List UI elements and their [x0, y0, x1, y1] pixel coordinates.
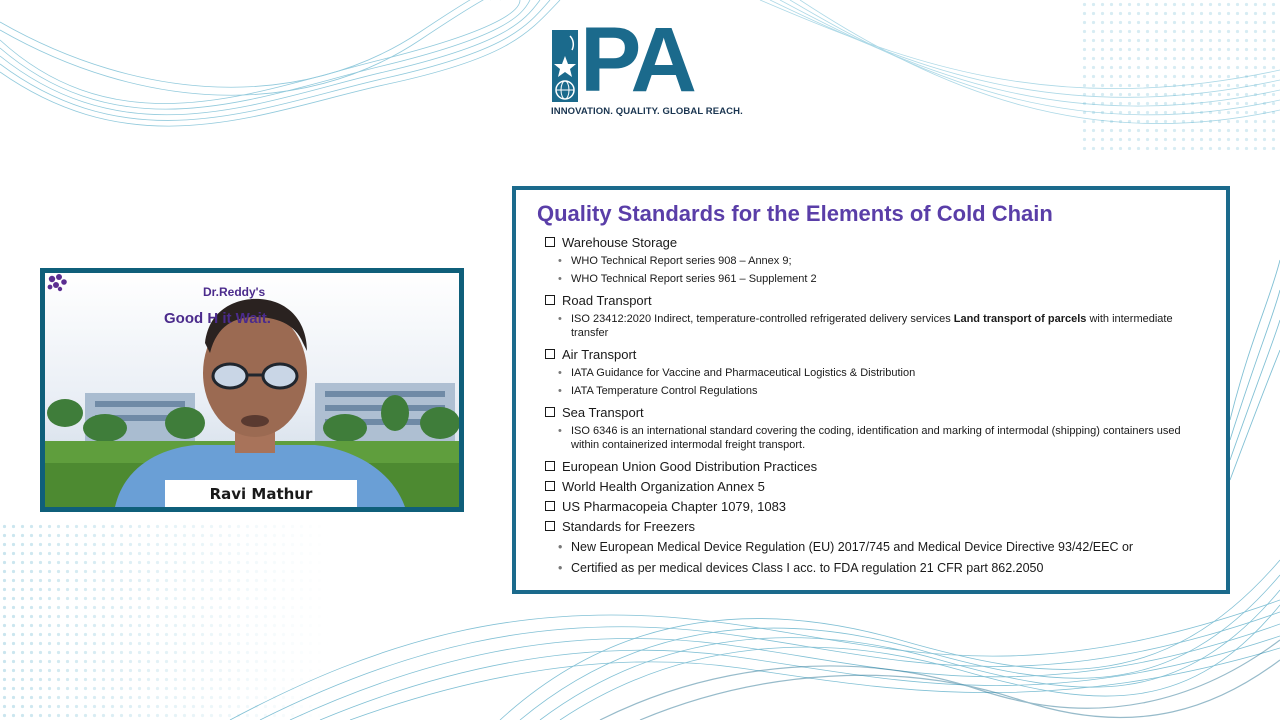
section-label: World Health Organization Annex 5: [562, 478, 765, 494]
checkbox-bullet-icon: [545, 461, 555, 471]
dr-reddys-brand: Dr.Reddy's: [203, 285, 266, 299]
ipa-logo-mark-icon: [552, 30, 582, 102]
checkbox-bullet-icon: [545, 295, 555, 305]
checkbox-bullet-icon: [545, 501, 555, 511]
section-air-transport: [544, 344, 1204, 364]
section-label: Road Transport: [562, 292, 652, 308]
section-label: Sea Transport: [562, 404, 644, 420]
logo-letters: PA: [580, 9, 693, 111]
presentation-slide: [512, 186, 1230, 594]
ipa-logo: [548, 9, 743, 120]
section-label: European Union Good Distribution Practices: [562, 458, 818, 474]
checkbox-bullet-icon: [545, 349, 555, 359]
list-item: • WHO Technical Report series 908 – Annex 9;: [558, 255, 792, 267]
list-item: • ISO 23412:2020 Indirect, temperature-controlled refrigerated delivery services Land transport of parcels with intermediate transfer: [558, 313, 1173, 339]
section-usp: [544, 496, 1204, 516]
dr-reddys-heart-icon: [45, 273, 69, 295]
section-label: Warehouse Storage: [562, 234, 678, 250]
checkbox-bullet-icon: [545, 237, 555, 247]
section-eu-gdp: [544, 456, 1204, 476]
slide-title: Quality Standards for the Elements of Cold Chain: [537, 201, 1053, 226]
section-warehouse-storage: [544, 232, 1204, 252]
section-label: US Pharmacopeia Chapter 1079, 1083: [562, 498, 787, 514]
dr-reddys-banner: Good H it Wait.: [164, 310, 271, 327]
section-label: Air Transport: [562, 346, 637, 362]
standards-list: [544, 232, 1204, 581]
list-item: • Certified as per medical devices Class I acc. to FDA regulation 21 CFR part 862.2050: [558, 561, 1044, 575]
section-who-annex: [544, 476, 1204, 496]
list-item: • New European Medical Device Regulation (EU) 2017/745 and Medical Device Directive 93/42/EEC or: [558, 540, 1134, 554]
section-label: Standards for Freezers: [562, 518, 695, 534]
list-item: • ISO 6346 is an international standard covering the coding, identification and marking of intermodal (shipping) containers used within containerized intermodal freight transport.: [558, 425, 1181, 451]
checkbox-bullet-icon: [545, 407, 555, 417]
list-item: • IATA Guidance for Vaccine and Pharmaceutical Logistics & Distribution: [558, 367, 916, 379]
participant-video-tile[interactable]: [40, 268, 464, 512]
section-road-transport: [544, 290, 1204, 310]
checkbox-bullet-icon: [545, 481, 555, 491]
video-scene: [45, 273, 459, 507]
video-frame: [45, 273, 459, 507]
logo-tagline: INNOVATION. QUALITY. GLOBAL REACH.: [551, 106, 743, 117]
list-item: • WHO Technical Report series 961 – Supplement 2: [558, 273, 817, 285]
checkbox-bullet-icon: [545, 521, 555, 531]
section-sea-transport: [544, 402, 1204, 422]
section-freezers: [544, 516, 1204, 536]
participant-name-label: Ravi Mathur: [165, 480, 357, 507]
list-item: • IATA Temperature Control Regulations: [558, 385, 758, 397]
